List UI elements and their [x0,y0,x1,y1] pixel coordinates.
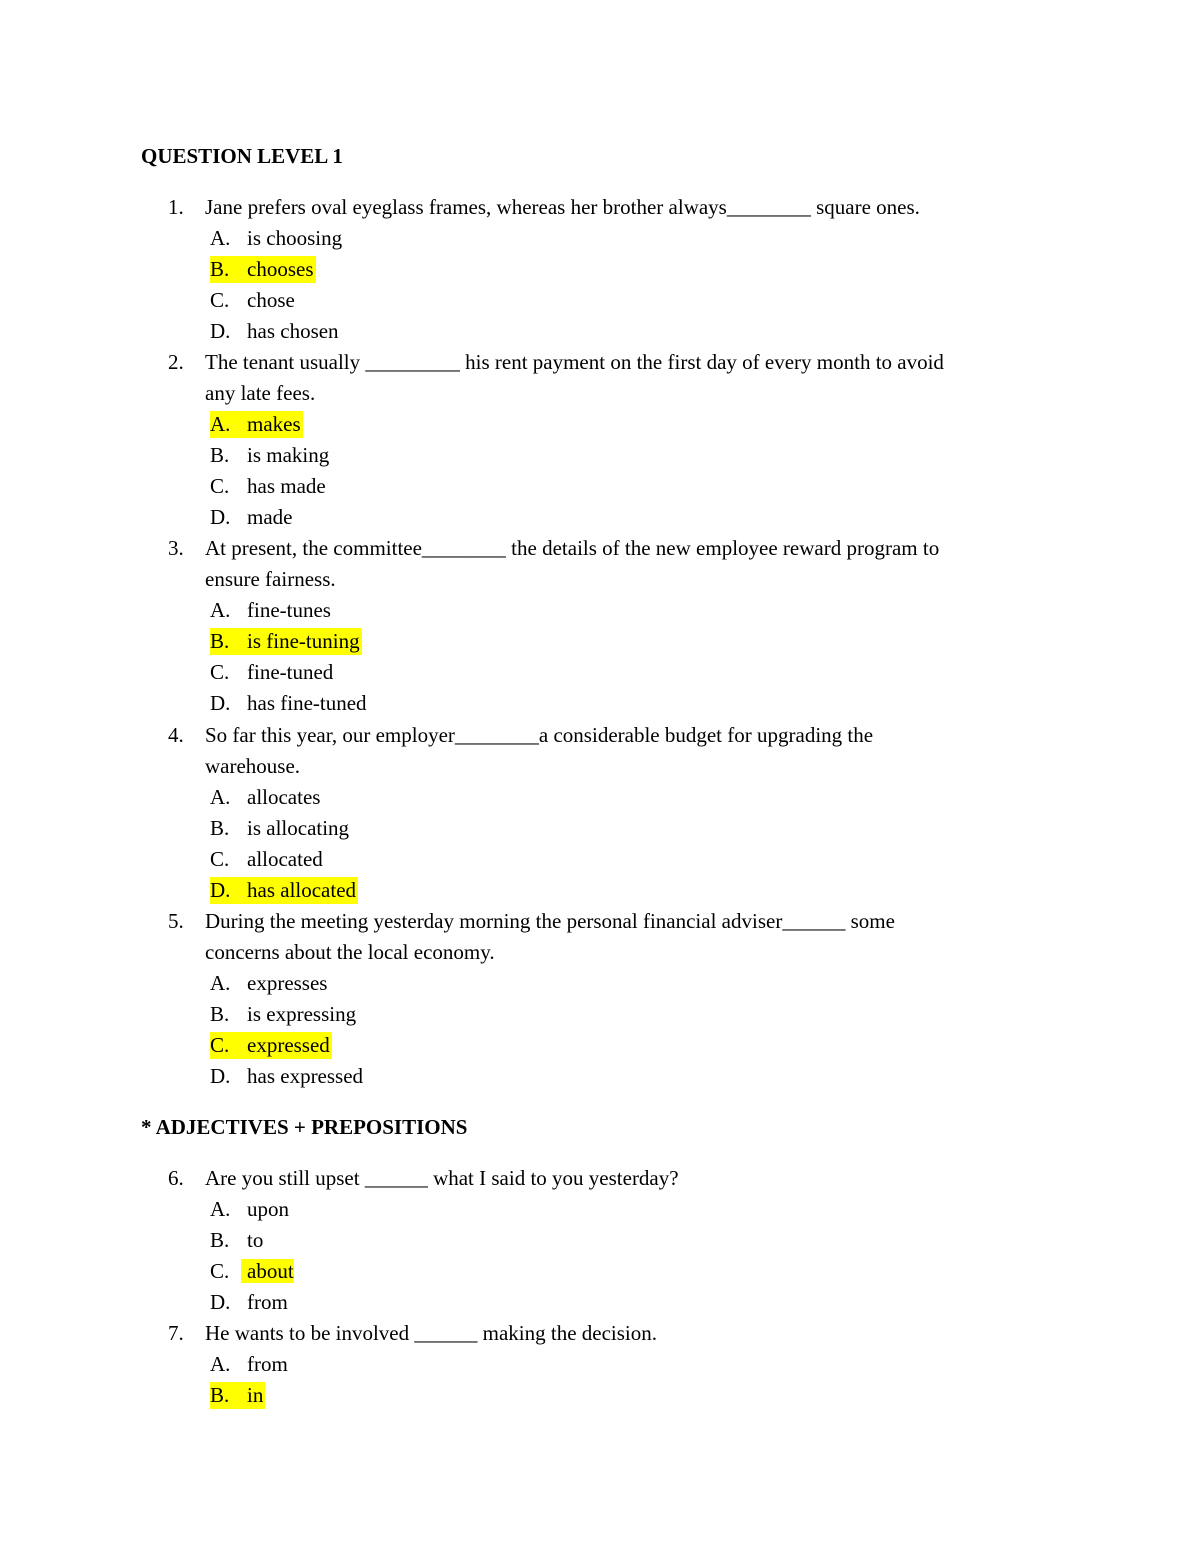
question-line [0,937,1200,968]
answer-option [0,471,1200,502]
answer-option [0,1380,1200,1411]
question-number: 4. [168,723,184,747]
question-number: 3. [168,536,184,560]
question-line [0,1163,1200,1194]
option-letter: A. [210,1197,231,1221]
answer-option [0,1287,1200,1318]
option-text: expressed [247,1033,330,1057]
answer-option-content [210,473,328,500]
answer-option [0,626,1200,657]
option-text: is fine-tuning [247,629,360,653]
option-text: has allocated [247,878,357,902]
option-letter: B. [210,1228,230,1252]
answer-option-content [210,659,335,686]
answer-option-content [210,690,369,717]
question-line [0,751,1200,782]
section-heading-question-level-1: QUESTION LEVEL 1 [141,144,343,168]
option-letter: C. [210,288,230,312]
answer-option [0,813,1200,844]
option-text: from [247,1290,288,1314]
question-line [0,378,1200,409]
option-letter: D. [210,1064,231,1088]
answer-option-content [210,1001,358,1028]
answer-option-content [210,225,344,252]
option-letter: A. [210,598,231,622]
answer-option [0,285,1200,316]
answer-option [0,1256,1200,1287]
answer-option [0,1061,1200,1092]
option-text: chose [247,288,295,312]
question-4 [0,720,1200,906]
option-letter: D. [210,319,231,343]
question-text: Jane prefers oval eyeglass frames, whereas her brother always________ square ones. [205,195,920,219]
option-letter: A. [210,226,231,250]
question-line [0,347,1200,378]
option-text: is choosing [247,226,343,250]
answer-option-content [210,504,294,531]
option-text: makes [247,412,301,436]
question-5 [0,906,1200,1092]
question-line [0,1318,1200,1349]
option-letter: B. [210,816,230,840]
answer-option-content [210,442,331,469]
question-text: So far this year, our employer________a considerable budget for upgrading the [205,723,874,747]
option-letter: D. [210,878,231,902]
answer-option [0,1225,1200,1256]
option-letter: D. [210,691,231,715]
answer-option-content [210,1063,365,1090]
question-number: 5. [168,909,184,933]
question-text: At present, the committee________ the details of the new employee reward program to [205,536,940,560]
question-line [0,192,1200,223]
answer-option [0,502,1200,533]
option-letter: B. [210,1002,230,1026]
question-text: concerns about the local economy. [205,940,495,964]
answer-option [0,223,1200,254]
question-6 [0,1163,1200,1318]
option-letter: B. [210,629,230,653]
option-text: is making [247,443,330,467]
option-letter: C. [210,1259,230,1283]
option-text: about [241,1259,294,1283]
option-text: fine-tuned [247,660,334,684]
option-text: allocated [247,847,323,871]
option-letter: A. [210,971,231,995]
option-letter: A. [210,1352,231,1376]
answer-option [0,657,1200,688]
question-text: He wants to be involved ______ making the decision. [205,1321,658,1345]
option-text: expresses [247,971,328,995]
option-text: is expressing [247,1002,357,1026]
answer-option-content [210,1289,290,1316]
question-number: 6. [168,1166,184,1190]
option-text: upon [247,1197,289,1221]
option-letter: B. [210,443,230,467]
question-7 [0,1318,1200,1411]
answer-option-content [210,318,341,345]
answer-option-highlighted [210,411,303,438]
question-line [0,564,1200,595]
answer-option-highlighted [210,1258,296,1285]
question-1 [0,192,1200,347]
question-3 [0,533,1200,719]
answer-option [0,409,1200,440]
answer-option-content [210,784,322,811]
option-letter: A. [210,412,231,436]
option-text: in [247,1383,264,1407]
answer-option [0,595,1200,626]
option-letter: C. [210,1033,230,1057]
option-text: has made [247,474,326,498]
option-letter: C. [210,474,230,498]
answer-option [0,968,1200,999]
section-heading-adjectives-prepositions: * ADJECTIVES + PREPOSITIONS [141,1115,468,1139]
answer-option [0,782,1200,813]
option-text: has fine-tuned [247,691,367,715]
answer-option [0,875,1200,906]
question-line [0,906,1200,937]
answer-option-highlighted [210,877,358,904]
question-text: Are you still upset ______ what I said to you yesterday? [205,1166,679,1190]
answer-option [0,440,1200,471]
option-letter: D. [210,505,231,529]
answer-option-content [210,1227,265,1254]
question-number: 2. [168,350,184,374]
question-text: During the meeting yesterday morning the personal financial adviser______ some [205,909,895,933]
answer-option-highlighted [210,628,362,655]
answer-option-content [210,287,297,314]
option-text: chooses [247,257,314,281]
answer-option [0,844,1200,875]
answer-option-content [210,970,329,997]
option-letter: B. [210,257,230,281]
answer-option-highlighted [210,1032,332,1059]
question-2 [0,347,1200,533]
answer-option [0,1194,1200,1225]
option-text: made [247,505,293,529]
answer-option [0,1349,1200,1380]
answer-option [0,999,1200,1030]
answer-option-highlighted [210,1382,265,1409]
question-text: ensure fairness. [205,567,336,591]
option-letter: A. [210,785,231,809]
answer-option-content [210,846,325,873]
question-text: warehouse. [205,754,301,778]
option-letter: D. [210,1290,231,1314]
answer-option-content [210,815,351,842]
question-number: 1. [168,195,184,219]
option-letter: B. [210,1383,230,1407]
question-line [0,533,1200,564]
question-text: The tenant usually _________ his rent payment on the first day of every month to avoid [205,350,944,374]
option-letter: C. [210,847,230,871]
answer-option-highlighted [210,256,316,283]
answer-option [0,688,1200,719]
answer-option-content [210,1196,291,1223]
answer-option [0,1030,1200,1061]
option-text: is allocating [247,816,350,840]
answer-option-content [210,597,333,624]
question-number: 7. [168,1321,184,1345]
question-text: any late fees. [205,381,316,405]
question-line [0,720,1200,751]
answer-option [0,254,1200,285]
option-text: to [247,1228,264,1252]
option-text: has expressed [247,1064,364,1088]
option-text: has chosen [247,319,339,343]
option-text: fine-tunes [247,598,331,622]
answer-option [0,316,1200,347]
option-text: from [247,1352,288,1376]
option-text: allocates [247,785,321,809]
option-letter: C. [210,660,230,684]
answer-option-content [210,1351,290,1378]
